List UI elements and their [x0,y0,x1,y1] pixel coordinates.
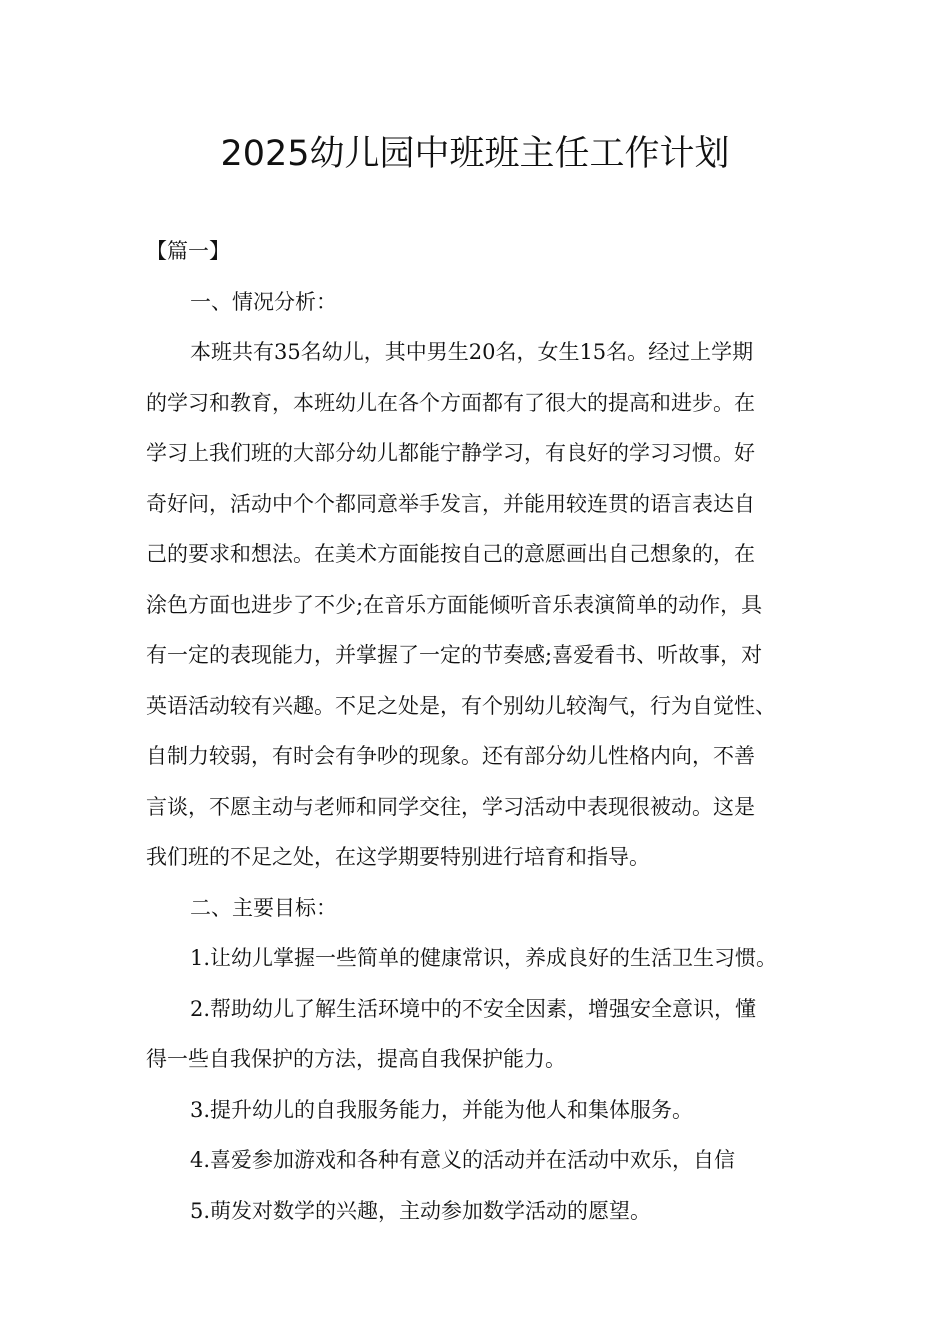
section-marker: 【篇一】 [146,239,230,263]
paragraph-line: 我们班的不足之处，在这学期要特别进行培育和指导。 [146,845,650,869]
goal-item: 3.提升幼儿的自我服务能力，并能为他人和集体服务。 [190,1097,694,1122]
paragraph-line: 己的要求和想法。在美术方面能按自己的意愿画出自己想象的，在 [146,542,755,566]
paragraph-line: 学习上我们班的大部分幼儿都能宁静学习，有良好的学习习惯。好 [146,441,755,465]
paragraph-line: 有一定的表现能力，并掌握了一定的节奏感;喜爱看书、听故事，对 [146,643,763,667]
section-heading-situation: 一、情况分析： [190,289,337,314]
paragraph-line: 言谈，不愿主动与老师和同学交往，学习活动中表现很被动。这是 [146,794,755,819]
document-body [146,226,818,1236]
goal-item: 4.喜爱参加游戏和各种有意义的活动并在活动中欢乐，自信 [190,1148,736,1172]
document-title: 2025幼儿园中班班主任工作计划 [220,134,730,174]
paragraph-line: 的学习和教育，本班幼儿在各个方面都有了很大的提高和进步。在 [146,390,755,415]
section-heading-goals: 二、主要目标： [190,895,337,920]
paragraph-line: 本班共有35名幼儿，其中男生20名，女生15名。经过上学期 [190,340,754,364]
goal-item: 5.萌发对数学的兴趣，主动参加数学活动的愿望。 [190,1198,652,1223]
goal-item: 1.让幼儿掌握一些简单的健康常识，养成良好的生活卫生习惯。 [190,946,778,970]
paragraph-line: 英语活动较有兴趣。不足之处是，有个别幼儿较淘气，行为自觉性、 [146,693,776,718]
paragraph-line: 自制力较弱，有时会有争吵的现象。还有部分幼儿性格内向，不善 [146,744,755,768]
paragraph-line: 涂色方面也进步了不少;在音乐方面能倾听音乐表演简单的动作，具 [146,592,763,617]
goal-item-continuation: 得一些自我保护的方法，提高自我保护能力。 [146,1047,566,1071]
goal-item: 2.帮助幼儿了解生活环境中的不安全因素，增强安全意识，懂 [190,996,757,1021]
paragraph-line: 奇好问，活动中个个都同意举手发言，并能用较连贯的语言表达自 [146,491,755,516]
